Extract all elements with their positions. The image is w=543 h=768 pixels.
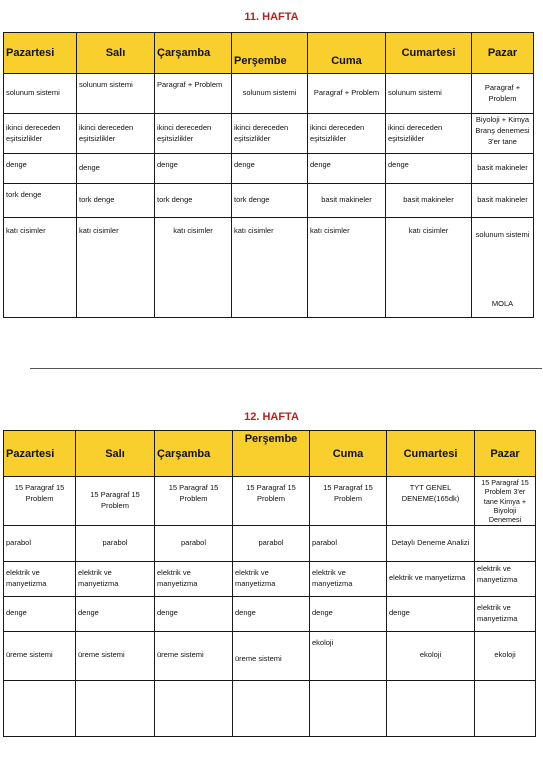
table-cell: ekoloji <box>475 631 536 680</box>
table-cell: basit makineler <box>308 184 386 218</box>
table-cell: elektrik ve manyetizma <box>475 596 536 631</box>
table-cell: üreme sistemi <box>155 631 233 680</box>
table-cell: parabol <box>4 525 76 561</box>
table-row <box>4 596 536 631</box>
table-cell: Paragraf + Problem <box>472 74 534 114</box>
table-cell: denge <box>232 154 308 184</box>
table-cell: üreme sistemi <box>233 631 310 680</box>
week-11-header-row <box>4 33 534 74</box>
table-cell: ekoloji <box>310 631 387 680</box>
table-cell: denge <box>76 596 155 631</box>
day-header-pazar: Pazar <box>475 431 536 477</box>
table-cell <box>310 680 387 736</box>
table-cell <box>472 218 534 318</box>
table-cell: Detaylı Deneme Analizi <box>387 525 475 561</box>
table-cell: solunum sistemi <box>386 74 472 114</box>
table-cell: denge <box>386 154 472 184</box>
table-row <box>4 74 534 114</box>
table-cell <box>475 680 536 736</box>
table-cell: denge <box>310 596 387 631</box>
day-header-cumartesi: Cumartesi <box>386 33 472 74</box>
table-cell: parabol <box>233 525 310 561</box>
table-cell: tork denge <box>232 184 308 218</box>
table-cell: 15 Paragraf 15 Problem <box>76 477 155 526</box>
table-row <box>4 561 536 596</box>
table-cell: TYT GENEL DENEME(165dk) <box>387 477 475 526</box>
table-cell: katı cisimler <box>77 218 155 318</box>
table-cell: solunum sistemi <box>4 74 77 114</box>
table-cell: parabol <box>155 525 233 561</box>
table-cell: solunum sistemi <box>232 74 308 114</box>
table-cell: ikinci dereceden eşitsizlikler <box>386 114 472 154</box>
table-cell: denge <box>4 154 77 184</box>
table-cell: basit makineler <box>472 184 534 218</box>
table-cell: katı cisimler <box>386 218 472 318</box>
day-header-cumartesi: Cumartesi <box>387 431 475 477</box>
table-cell <box>155 680 233 736</box>
table-cell: elektrik ve manyetizma <box>76 561 155 596</box>
table-cell: 15 Paragraf 15 Problem <box>310 477 387 526</box>
table-cell: basit makineler <box>472 154 534 184</box>
day-header-carsamba: Çarşamba <box>155 33 232 74</box>
table-row <box>4 154 534 184</box>
table-cell: elektrik ve manyetizma <box>387 561 475 596</box>
table-cell <box>233 680 310 736</box>
table-row <box>4 218 534 318</box>
table-row <box>4 631 536 680</box>
table-cell <box>387 680 475 736</box>
table-cell: tork denge <box>4 184 77 218</box>
table-cell: 15 Paragraf 15 Problem <box>155 477 233 526</box>
week-11-title: 11. HAFTA <box>244 11 299 23</box>
table-cell <box>4 680 76 736</box>
table-cell: tork denge <box>77 184 155 218</box>
mola-label: MOLA <box>491 299 514 309</box>
table-cell <box>76 680 155 736</box>
table-cell: 15 Paragraf 15 Problem <box>4 477 76 526</box>
table-cell: üreme sistemi <box>76 631 155 680</box>
table-cell <box>475 525 536 561</box>
table-cell: 15 Paragraf 15 Problem 3'er tane Kimya + Biyoloji Denemesi <box>475 477 536 526</box>
table-cell: 15 Paragraf 15 Problem <box>233 477 310 526</box>
day-header-sali: Salı <box>77 33 155 74</box>
table-cell: Biyoloji + Kimya Branş denemesi 3'er tane <box>472 114 534 154</box>
day-header-carsamba: Çarşamba <box>155 431 233 477</box>
table-cell: elektrik ve manyetizma <box>233 561 310 596</box>
table-cell: denge <box>155 596 233 631</box>
week-12-header-row <box>4 431 536 477</box>
day-header-cuma: Cuma <box>310 431 387 477</box>
table-row <box>4 114 534 154</box>
table-cell: Paragraf + Problem <box>155 74 232 114</box>
table-cell: ikinci dereceden eşitsizlikler <box>232 114 308 154</box>
table-cell: katı cisimler <box>308 218 386 318</box>
table-row <box>4 680 536 736</box>
table-cell: ekoloji <box>387 631 475 680</box>
table-cell: ikinci dereceden eşitsizlikler <box>77 114 155 154</box>
table-cell: solunum sistemi <box>77 74 155 114</box>
table-cell: elektrik ve manyetizma <box>4 561 76 596</box>
week-12-schedule-table <box>3 430 536 737</box>
table-cell: denge <box>233 596 310 631</box>
table-cell: katı cisimler <box>4 218 77 318</box>
week-11-schedule-table <box>3 32 534 318</box>
table-cell: ikinci dereceden eşitsizlikler <box>4 114 77 154</box>
table-cell: elektrik ve manyetizma <box>475 561 536 596</box>
table-cell: ikinci dereceden eşitsizlikler <box>308 114 386 154</box>
table-row <box>4 525 536 561</box>
day-header-persembe: Perşembe <box>232 33 308 74</box>
table-cell: parabol <box>310 525 387 561</box>
week-12-title: 12. HAFTA <box>244 411 299 423</box>
table-cell: katı cisimler <box>155 218 232 318</box>
day-header-cuma: Cuma <box>308 33 386 74</box>
day-header-pazartesi: Pazartesi <box>4 431 76 477</box>
table-cell: denge <box>4 596 76 631</box>
table-cell: üreme sistemi <box>4 631 76 680</box>
table-cell-text: solunum sistemi <box>475 230 530 239</box>
day-header-persembe: Perşembe <box>233 431 310 477</box>
day-header-pazar: Pazar <box>472 33 534 74</box>
table-row <box>4 477 536 526</box>
table-cell: elektrik ve manyetizma <box>310 561 387 596</box>
table-cell: elektrik ve manyetizma <box>155 561 233 596</box>
table-cell: ikinci dereceden eşitsizlikler <box>155 114 232 154</box>
table-cell: denge <box>308 154 386 184</box>
table-cell: tork denge <box>155 184 232 218</box>
table-cell: basit makineler <box>386 184 472 218</box>
table-cell: katı cisimler <box>232 218 308 318</box>
section-divider <box>30 368 542 369</box>
table-cell: parabol <box>76 525 155 561</box>
table-cell: denge <box>387 596 475 631</box>
table-cell: Paragraf + Problem <box>308 74 386 114</box>
table-cell: denge <box>77 154 155 184</box>
table-cell: denge <box>155 154 232 184</box>
day-header-sali: Salı <box>76 431 155 477</box>
day-header-pazartesi: Pazartesi <box>4 33 77 74</box>
table-row <box>4 184 534 218</box>
